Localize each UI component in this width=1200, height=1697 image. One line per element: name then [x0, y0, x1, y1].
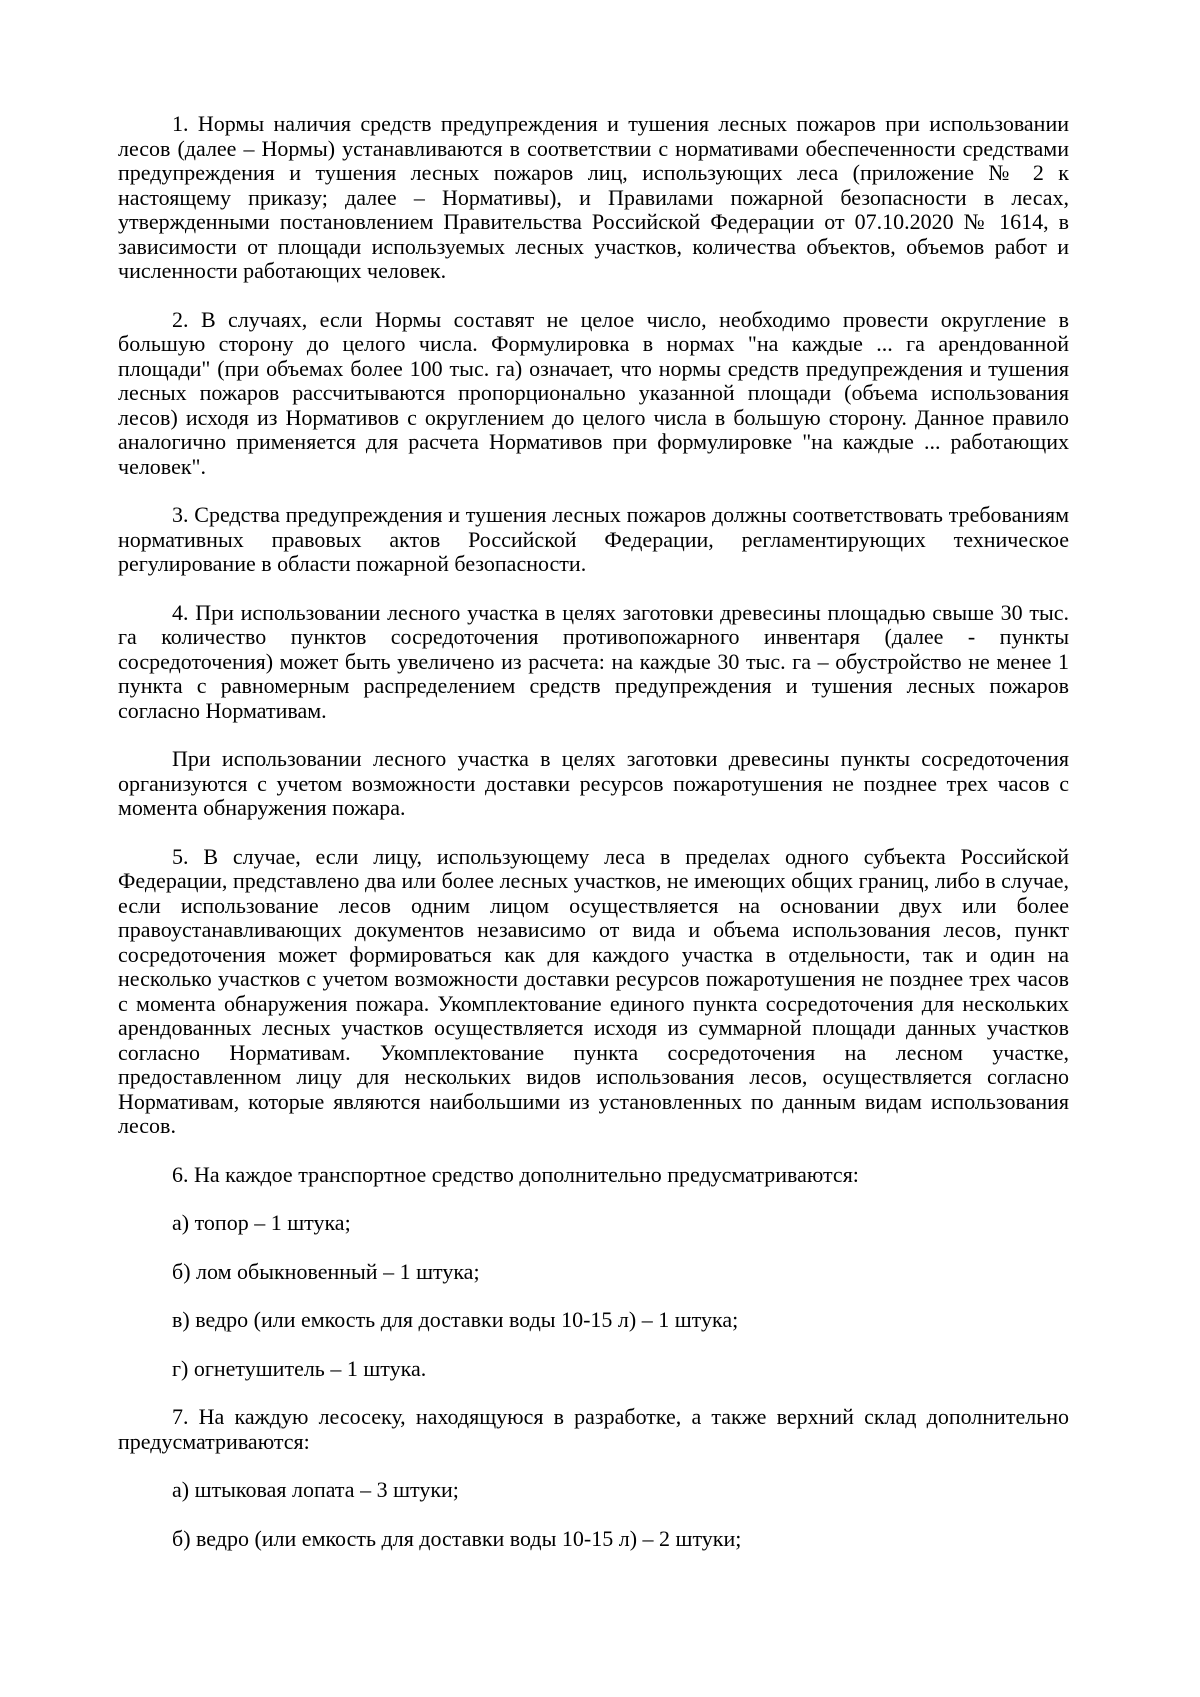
paragraph-4-continuation: При использовании лесного участка в целях заготовки древесины пункты сосредоточения организуются с учетом возможности доставки ресурсов пожаротушения не позднее трех часов с момента обнаружения пожара. — [118, 746, 1069, 820]
paragraph-5: 5. В случае, если лицу, использующему леса в пределах одного субъекта Российской Федерации, представлено два или более лесных участков, не имеющих общих границ, либо в случае, если использование лесов одним лицом осуществляется на основании двух или более правоустанавливающих документов независимо от вида и объема использования лесов, пункт сосредоточения может формироваться как для каждого участка в отдельности, так и один на несколько участков с учетом возможности доставки ресурсов пожаротушения не позднее трех часов с момента обнаружения пожара. Укомплектование единого пункта сосредоточения для нескольких арендованных лесных участков осуществляется исходя из суммарной площади данных участков согласно Нормативам. Укомплектование пункта сосредоточения на лесном участке, предоставленном лицу для нескольких видов использования лесов, осуществляется согласно Нормативам, которые являются наибольшими из установленных по данным видам использования лесов. — [118, 843, 1069, 1138]
list7-item-b: б) ведро (или емкость для доставки воды 10-15 л) – 2 штуки; — [172, 1525, 742, 1551]
paragraph-7: 7. На каждую лесосеку, находящуюся в разработке, а также верхний склад дополнительно предусматриваются: — [118, 1404, 1069, 1454]
list6-item-a: а) топор – 1 штука; — [172, 1210, 351, 1235]
paragraph-2: 2. В случаях, если Нормы составят не целое число, необходимо провести округление в большую сторону до целого числа. Формулировка в нормах "на каждые ... га арендованной площади" (при объемах более 100 тыс. га) означает, что нормы средств предупреждения и тушения лесных пожаров рассчитываются пропорционально указанной площади (объема использования лесов) исходя из Нормативов с округлением до целого числа в большую сторону. Данное правило аналогично применяется для расчета Нормативов при формулировке "на каждые ... работающих человек". — [118, 306, 1069, 479]
paragraph-6: 6. На каждое транспортное средство дополнительно предусматриваются: — [172, 1161, 859, 1187]
paragraph-3: 3. Средства предупреждения и тушения лесных пожаров должны соответствовать требованиям нормативных правовых актов Российской Федерации, регламентирующих техническое регулирование в области пожарной безопасности. — [118, 502, 1069, 576]
paragraph-4: 4. При использовании лесного участка в целях заготовки древесины площадью свыше 30 тыс. га количество пунктов сосредоточения противопожарного инвентаря (далее - пункты сосредоточения) может быть увеличено из расчета: на каждые 30 тыс. га – обустройство не менее 1 пункта с равномерным распределением средств предупреждения и тушения лесных пожаров согласно Нормативам. — [118, 599, 1069, 723]
list6-item-b: б) лом обыкновенный – 1 штука; — [172, 1258, 480, 1284]
list6-item-d: г) огнетушитель – 1 штука. — [172, 1355, 427, 1381]
document-body — [118, 112, 1069, 1551]
list6-item-c: в) ведро (или емкость для доставки воды 10-15 л) – 1 штука; — [172, 1307, 739, 1332]
paragraph-1: 1. Нормы наличия средств предупреждения и тушения лесных пожаров при использовании лесов (далее – Нормы) устанавливаются в соответствии с нормативами обеспеченности средствами предупреждения и тушения лесных пожаров лиц, использующих леса (приложение № 2 к настоящему приказу; далее – Нормативы), и Правилами пожарной безопасности в лесах, утвержденными постановлением Правительства Российской Федерации от 07.10.2020 № 1614, в зависимости от площади используемых лесных участков, количества объектов, объемов работ и численности работающих человек. — [118, 111, 1069, 283]
list7-item-a: а) штыковая лопата – 3 штуки; — [172, 1477, 459, 1502]
